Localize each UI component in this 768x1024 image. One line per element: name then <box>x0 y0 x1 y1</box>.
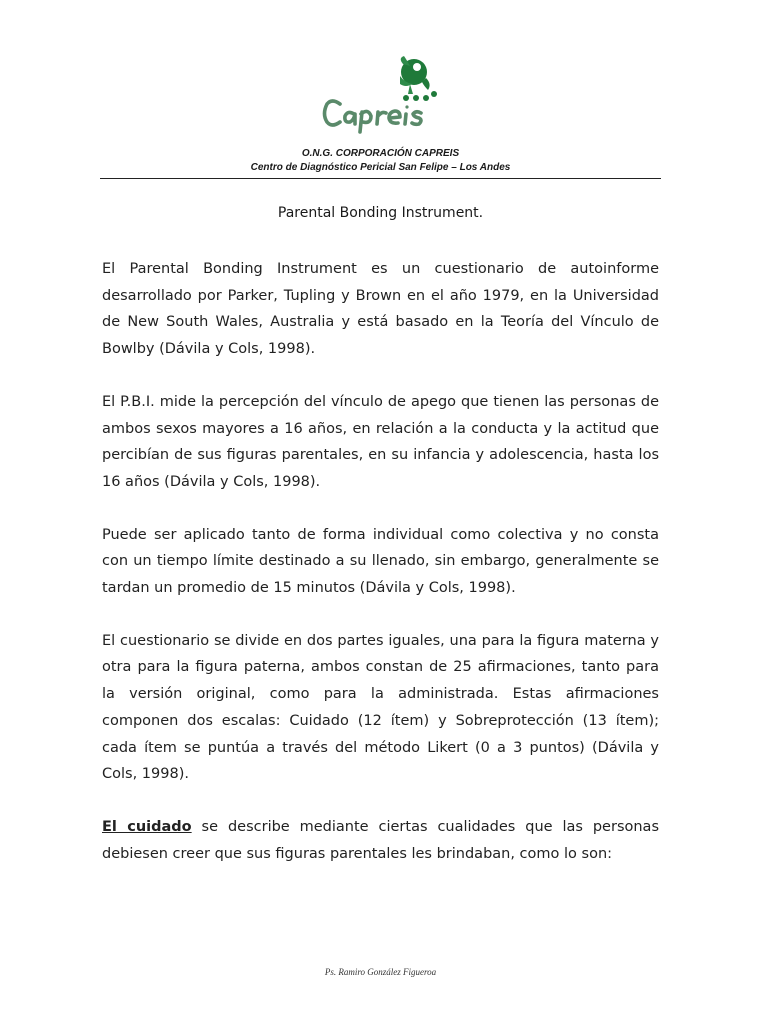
paragraph-5-text: se describe mediante ciertas cualidades que las personas debiesen creer que sus figuras parentales les brindaban, como lo son: <box>102 818 659 862</box>
paragraph-4: El cuestionario se divide en dos partes iguales, una para la figura materna y otra para la figura paterna, ambos constan de 25 afirmaciones, tanto para la versión original, como para la administrada. Estas afirmaciones componen dos escalas: Cuidado (12 ítem) y Sobreprotección (13 ítem); cada ítem se puntúa a través del método Likert (0 a 3 puntos) (Dávila y Cols, 1998). <box>102 632 659 783</box>
organization-name: O.N.G. CORPORACIÓN CAPREIS <box>301 148 460 159</box>
document-title: Parental Bonding Instrument. <box>277 205 484 221</box>
header-divider <box>100 178 661 179</box>
logo-wordmark <box>325 101 422 132</box>
page-footer: Ps. Ramiro González Figueroa <box>324 967 437 977</box>
paragraph-5 <box>102 814 659 867</box>
organization-center: Centro de Diagnóstico Pericial San Felipe – Los Andes <box>250 162 511 173</box>
capreis-logo <box>318 54 444 134</box>
paragraph-1: El Parental Bonding Instrument es un cuestionario de autoinforme desarrollado por Parker, Tupling y Brown en el año 1979, en la Universidad de New South Wales, Australia y está basado en la Teoría del Vínculo de Bowlby (Dávila y Cols, 1998). <box>102 261 659 358</box>
document-body <box>102 256 659 893</box>
paragraph-2: El P.B.I. mide la percepción del vínculo de apego que tienen las personas de ambos sexos mayores a 16 años, en relación a la conducta y la actitud que percibían de sus figuras parentales, en su infancia y adolescencia, hasta los 16 años (Dávila y Cols, 1998). <box>102 393 659 490</box>
paragraph-3: Puede ser aplicado tanto de forma individual como colectiva y no consta con un tiempo límite destinado a su llenado, sin embargo, generalmente se tardan un promedio de 15 minutos (Dávila y Cols, 1998). <box>102 526 659 597</box>
organization-header <box>100 147 661 175</box>
logo-figure-icon <box>400 56 437 101</box>
underlined-term: El cuidado <box>102 818 192 835</box>
